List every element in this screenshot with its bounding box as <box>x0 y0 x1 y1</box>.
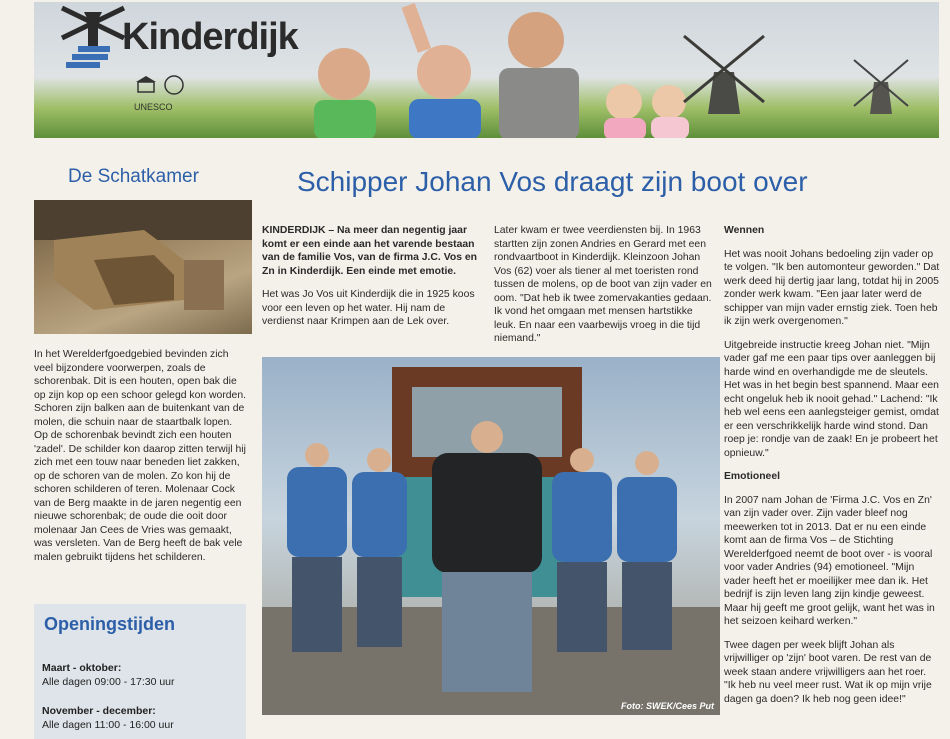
article-column-2 <box>494 224 714 356</box>
kinderdijk-logo-text: Kinderdijk <box>122 16 298 58</box>
article-paragraph: In 2007 nam Johan de 'Firma J.C. Vos en Zn' van zijn vader over. Zijn vader bleef nog meewerken tot in 2013. Dat er nu een einde komt aan de firma Vos – de Stichting Werelderfgoed neemt de boot over - is vooral voor vader Andries (94) emotioneel. "Mijn vader heeft het er moeilijker mee dan ik. Het bedrijf is zijn leven lang zijn kindje geweest. Maar hij geeft me groot gelijk, want het was in het seizoen keihard werken." <box>724 494 935 627</box>
banner-photo-people <box>274 2 714 138</box>
subheading-emotioneel: Emotioneel <box>724 471 781 482</box>
article-column-1 <box>262 224 478 339</box>
opening-hours-box <box>34 604 246 739</box>
subheading-wennen: Wennen <box>724 225 765 236</box>
sidebar-body-text: In het Werelderfgoedgebied bevinden zich veel bijzondere voorwerpen, zoals de schorenbak. Dit is een houten, open bak die op zijn kop op een schoor gelegd kon worden. Schoren zijn balken aan de buitenkant van de molen, die schuin naar de staartbalk lopen. Op de schorenbak bevindt zich een houten 'zadel'. De schilder kon daarop zitten terwijl hij zich met een touw naar beneden liet zakken, op de schoren van de molen. Zo kon hij de schoren schilderen of teren. Molenaar Cock van de Berg maakte in de jaren negentig een nieuwe schorenbak; de oude die ooit door molenaar Jan Cees de Vries was gemaakt, was versleten. Van de Berg heeft de bak vele malen gebruikt tijdens het schilderen. <box>34 349 246 563</box>
banner-photo-windmills <box>674 2 939 138</box>
hours-times-1: Alle dagen 09:00 - 17:30 uur <box>42 676 175 688</box>
sidebar-section-title: De Schatkamer <box>68 166 199 187</box>
article-headline: Schipper Johan Vos draagt zijn boot over <box>297 166 808 197</box>
photo-credit: Foto: SWEK/Cees Put <box>620 701 714 711</box>
article-paragraph: Later kwam er twee veerdiensten bij. In 1963 startten zijn zonen Andries en Gerard met een rondvaartboot in Kinderdijk. Kleinzoon Johan Vos (62) voer als tiener al met toeristen rond tussen de molens, op de boot van zijn vader en oom. "Dat heb ik twee zomervakanties gedaan. Ik vond het omgaan met mensen hartstikke leuk. En naar een vaarbewijs vroeg in die tijd niemand." <box>494 225 712 344</box>
hours-period-2: November - december: <box>42 705 156 717</box>
article-paragraph: Het was Jo Vos uit Kinderdijk die in 1925 koos voor een leven op het water. Hij nam de verdienst naar Krimpen aan de Lek over. <box>262 289 475 327</box>
article-column-3 <box>724 224 940 716</box>
hours-times-2: Alle dagen 11:00 - 16:00 uur <box>42 719 174 731</box>
unesco-emblem: UNESCO <box>134 74 194 112</box>
article-paragraph: Het was nooit Johans bedoeling zijn vader op te volgen. "Ik ben automonteur geworden." Dat werk deed hij dertig jaar lang, totdat hij in 2005 zonder werk kwam. "Een jaar later werd de schipper van mijn vader ernstig ziek. Toen heb ik zijn werk overgenomen." <box>724 248 940 327</box>
article-paragraph: Uitgebreide instructie kreeg Johan niet. "Mijn vader gaf me een paar tips over aanleggen bij harde wind en overhandigde me de sleutels. Het was in het begin best spannend. Maar een echt ongeluk heb ik nooit gehad." Lachend: "Ik heb wel eens een aanlegsteiger gemist, omdat er een verschrikkelijk harde wind stond. Dan roep je: rondje van de zaak! En je probeert het opnieuw." <box>724 339 939 459</box>
article-lead: KINDERDIJK – Na meer dan negentig jaar komt er een einde aan het varende bestaan van de familie Vos, van de firma J.C. Vos en Zn in Kinderdijk. Een einde met emotie. <box>262 225 478 277</box>
schorenbak-photo <box>34 200 252 334</box>
opening-hours-title: Openingstijden <box>44 614 176 634</box>
hours-period-1: Maart - oktober: <box>42 662 122 674</box>
boat-crew-photo <box>262 357 720 715</box>
header-banner <box>34 2 939 138</box>
article-paragraph: Twee dagen per week blijft Johan als vrijwilliger op 'zijn' boot varen. De rest van de week staan andere vrijwilligers aan het roer. "Ik heb nu veel meer rust. Wat ik op mijn vrije dagen ga doen? Ik heb nog geen idee!" <box>724 639 932 705</box>
